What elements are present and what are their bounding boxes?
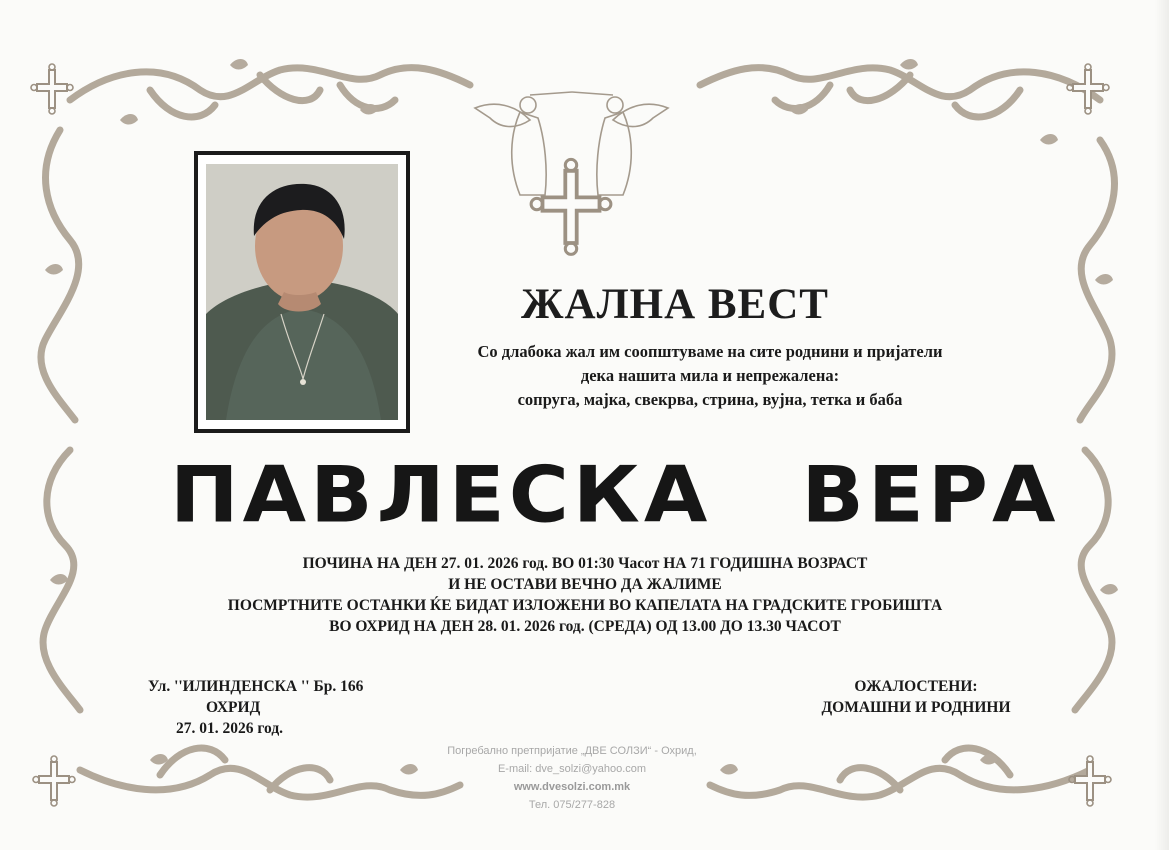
address-date: 27. 01. 2026 год. bbox=[176, 720, 284, 737]
cross-icon bbox=[1067, 64, 1109, 114]
intro-line: сопруга, мајка, свекрва, стрина, вујна, тетка и баба bbox=[517, 390, 903, 409]
mourners-label: ОЖАЛОСТЕНИ: bbox=[854, 678, 978, 695]
company-website: www.dvesolzi.com.mk bbox=[513, 781, 631, 793]
details-line: ВО ОХРИД НА ДЕН 28. 01. 2026 год. (СРЕДА) ОД 13.00 ДО 13.30 ЧАСОТ bbox=[329, 618, 841, 635]
portrait-photo bbox=[206, 164, 398, 420]
cross-icon bbox=[33, 756, 75, 806]
company-phone: Тел. 075/277-828 bbox=[528, 799, 616, 811]
mourners-names: ДОМАШНИ И РОДНИНИ bbox=[821, 699, 1011, 716]
details-line: И НЕ ОСТАВИ ВЕЧНО ДА ЖАЛИМЕ bbox=[448, 576, 722, 593]
cross-icon bbox=[31, 64, 73, 114]
portrait-frame bbox=[194, 151, 410, 433]
mourners bbox=[796, 676, 1036, 718]
deceased-surname: ПАВЛЕСКА bbox=[170, 450, 712, 541]
notice-title: ЖАЛНА ВЕСТ bbox=[521, 281, 829, 328]
intro-text bbox=[410, 340, 1010, 412]
family-address bbox=[148, 676, 363, 739]
deceased-name bbox=[170, 450, 1060, 541]
intro-line: Со длабока жал им соопштуваме на сите роднини и пријатели bbox=[477, 342, 943, 361]
cross-icon bbox=[1069, 756, 1111, 806]
funeral-details bbox=[200, 553, 970, 637]
details-line: ПОСМРТНИТЕ ОСТАНКИ ЌЕ БИДАТ ИЗЛОЖЕНИ ВО КАПЕЛАТА НА ГРАДСКИТЕ ГРОБИШТА bbox=[227, 597, 943, 614]
deceased-given-name: ВЕРА bbox=[801, 450, 1060, 541]
address-street: Ул. ''ИЛИНДЕНСКА '' Бр. 166 bbox=[148, 678, 364, 695]
funeral-company-info bbox=[400, 742, 744, 814]
intro-line: дека нашита мила и непрежалена: bbox=[580, 366, 840, 385]
address-city: ОХРИД bbox=[206, 699, 261, 716]
company-email: E-mail: dve_solzi@yahoo.com bbox=[497, 763, 647, 775]
company-name: Погребално претпријатие „ДВЕ СОЛЗИ“ - Охрид, bbox=[447, 745, 697, 757]
details-line: ПОЧИНА НА ДЕН 27. 01. 2026 год. ВО 01:30 Часот НА 71 ГОДИШНА ВОЗРАСТ bbox=[302, 555, 868, 572]
